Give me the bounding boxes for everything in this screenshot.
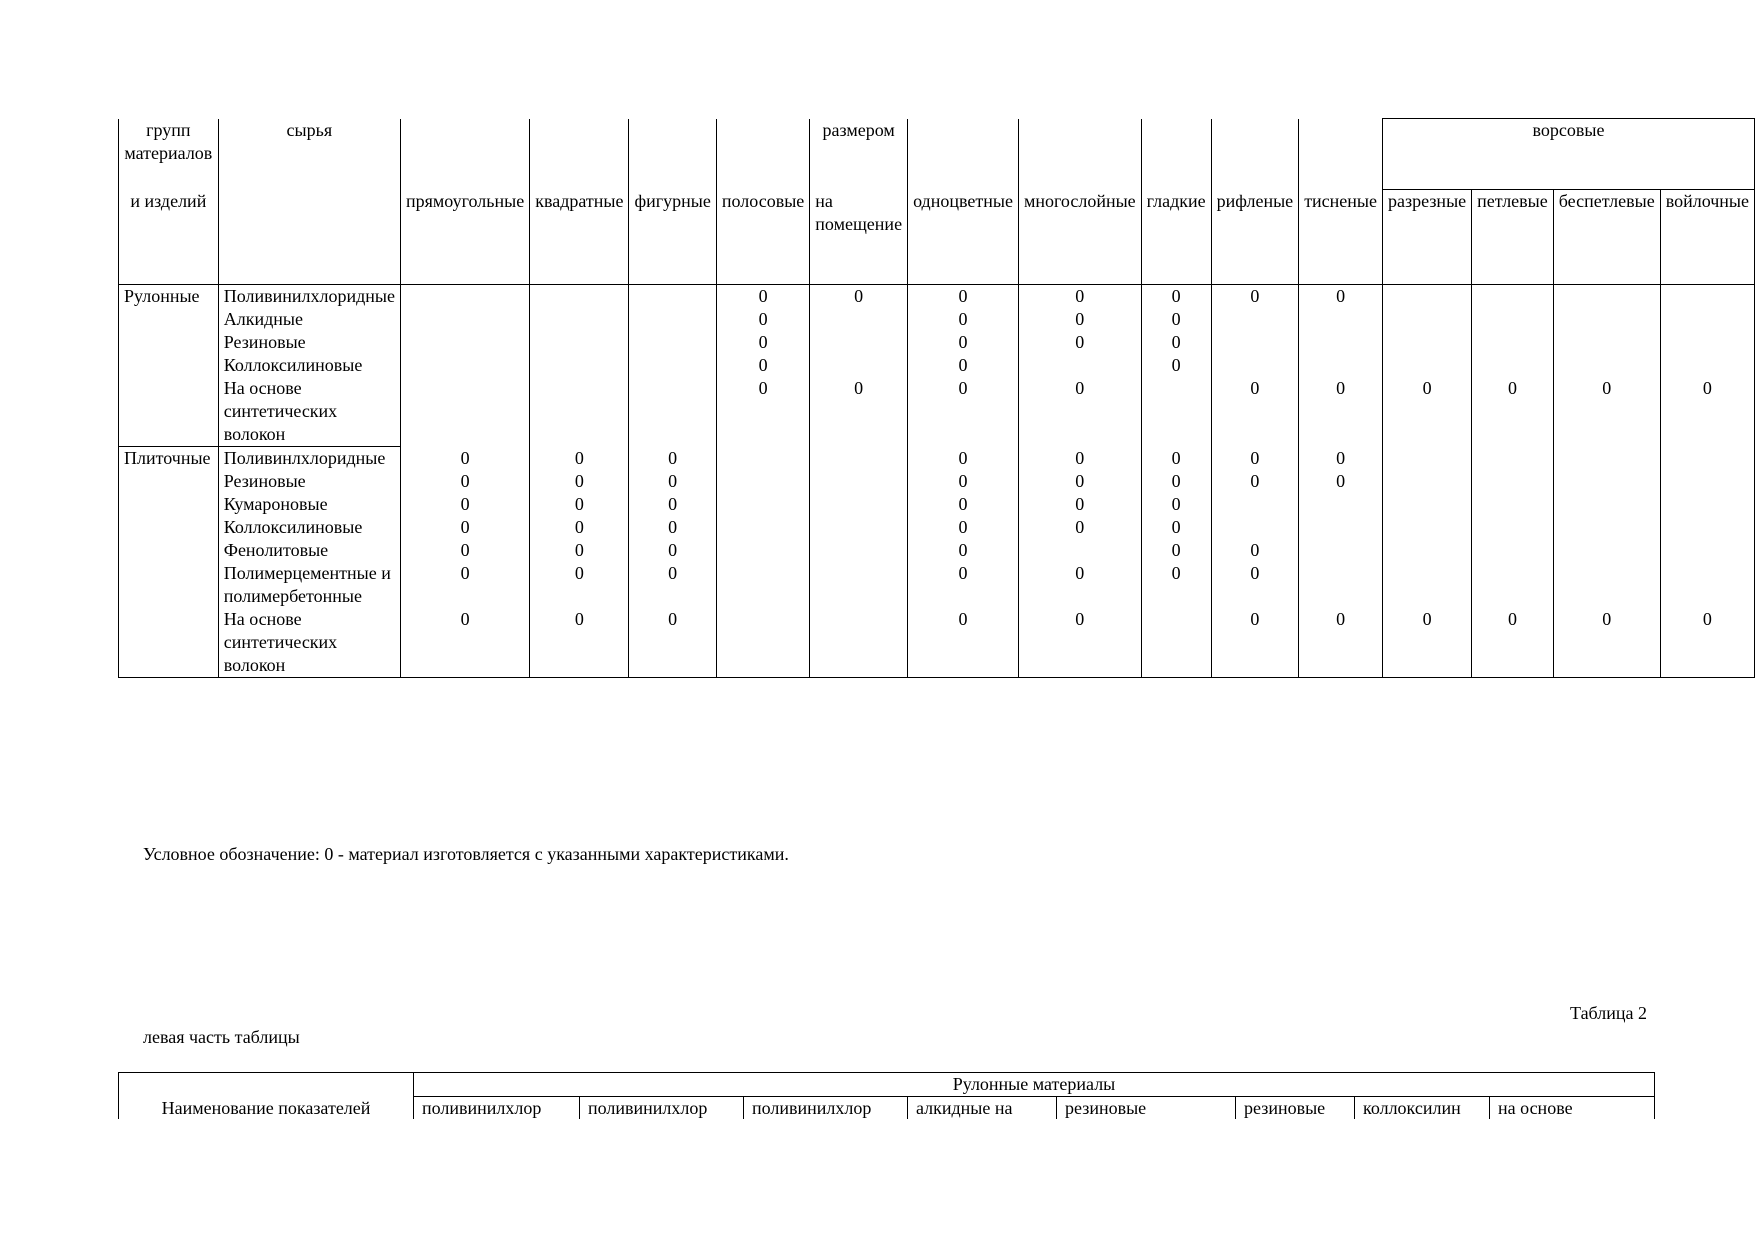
table-cell: 0 (1299, 608, 1383, 678)
table-cell: 0 (1553, 377, 1660, 447)
table-cell (1211, 308, 1299, 331)
table-cell (1299, 308, 1383, 331)
table-cell (810, 354, 908, 377)
table-row (119, 562, 1755, 608)
table-cell (1660, 470, 1754, 493)
table-cell (716, 516, 809, 539)
table-cell: 0 (1211, 447, 1299, 471)
table-cell (1383, 562, 1472, 608)
table-cell: 0 (1383, 377, 1472, 447)
table-cell: 0 (530, 447, 629, 471)
table-cell (1553, 447, 1660, 471)
table-cell (1383, 493, 1472, 516)
table-cell: 0 (908, 447, 1019, 471)
table-cell (810, 331, 908, 354)
header-pile: ворсовые (1383, 119, 1755, 190)
table-cell (1383, 516, 1472, 539)
table-row (119, 470, 1755, 493)
table-cell (400, 331, 529, 354)
table-cell: 0 (400, 539, 529, 562)
column-header: войлочные (1660, 190, 1754, 285)
table-cell (1383, 285, 1472, 309)
table-cell (1660, 308, 1754, 331)
table-row (119, 608, 1755, 678)
table-cell: 0 (810, 285, 908, 309)
table-cell: 0 (716, 377, 809, 447)
table-cell (530, 377, 629, 447)
table2-subheader: поливинилхлор (580, 1097, 744, 1120)
table-cell (629, 285, 716, 309)
table-cell: 0 (908, 516, 1019, 539)
table-cell: 0 (1660, 377, 1754, 447)
group-name: Плиточные (119, 447, 219, 678)
table-cell (1660, 493, 1754, 516)
table-cell: 0 (400, 608, 529, 678)
table-cell (1018, 354, 1141, 377)
table2-subheader: коллоксилин (1355, 1097, 1490, 1120)
table-cell (716, 608, 809, 678)
table2-subheader: на основе (1490, 1097, 1655, 1120)
table-cell (1383, 308, 1472, 331)
table-cell: 0 (908, 377, 1019, 447)
header-group: групп материалов (119, 119, 219, 190)
table-cell (1299, 539, 1383, 562)
table2-part-caption: левая часть таблицы (143, 1027, 300, 1047)
table-cell (1660, 285, 1754, 309)
table-row (119, 331, 1755, 354)
table-cell: 0 (530, 539, 629, 562)
table-cell: 0 (629, 516, 716, 539)
material-label: Резиновые (218, 470, 400, 493)
table2-subheader: резиновые (1057, 1097, 1236, 1120)
table-cell (1660, 354, 1754, 377)
table-cell: 0 (716, 285, 809, 309)
column-header: тисненые (1299, 190, 1383, 285)
material-label: Полимерцементные и полимербетонные (218, 562, 400, 608)
table-cell (810, 470, 908, 493)
column-header: петлевые (1472, 190, 1554, 285)
table-cell: 0 (530, 608, 629, 678)
table-cell (1299, 493, 1383, 516)
table-cell: 0 (1299, 285, 1383, 309)
table-cell (1472, 516, 1554, 539)
table-cell: 0 (908, 493, 1019, 516)
table-cell (1660, 516, 1754, 539)
table-cell (1299, 516, 1383, 539)
table-cell: 0 (629, 608, 716, 678)
table-cell (1211, 354, 1299, 377)
table-cell: 0 (1141, 516, 1211, 539)
table-cell: 0 (629, 493, 716, 516)
table-cell: 0 (400, 493, 529, 516)
table-row (119, 285, 1755, 309)
table-cell (400, 308, 529, 331)
table-cell (1472, 308, 1554, 331)
header-size: размером (810, 119, 908, 190)
material-label: На основе синтетических волокон (218, 608, 400, 678)
table-cell (1553, 539, 1660, 562)
table-cell: 0 (1018, 493, 1141, 516)
table-cell (400, 377, 529, 447)
table-cell (1660, 562, 1754, 608)
table-row (119, 377, 1755, 447)
column-header: прямоугольные (400, 190, 529, 285)
table-cell: 0 (530, 562, 629, 608)
material-label: Коллоксилиновые (218, 354, 400, 377)
table-row (119, 539, 1755, 562)
table-cell (1141, 377, 1211, 447)
column-header: фигурные (629, 190, 716, 285)
column-header: квадратные (530, 190, 629, 285)
header-raw: сырья (218, 119, 400, 190)
table-cell: 0 (1141, 354, 1211, 377)
table-cell (1383, 447, 1472, 471)
table-cell: 0 (1141, 470, 1211, 493)
table-cell: 0 (1472, 377, 1554, 447)
column-header: рифленые (1211, 190, 1299, 285)
table-cell (1211, 331, 1299, 354)
table-cell: 0 (1141, 308, 1211, 331)
table-cell: 0 (530, 516, 629, 539)
table-cell: 0 (1383, 608, 1472, 678)
table-cell (530, 331, 629, 354)
table-cell: 0 (1018, 516, 1141, 539)
table-cell: 0 (629, 539, 716, 562)
table2-subheader: поливинилхлор (744, 1097, 908, 1120)
group-name: Рулонные (119, 285, 219, 447)
table-cell (810, 493, 908, 516)
table-cell (1472, 562, 1554, 608)
table-cell (400, 354, 529, 377)
column-header: одноцветные (908, 190, 1019, 285)
table-cell: 0 (810, 377, 908, 447)
material-label: Кумароновые (218, 493, 400, 516)
table-cell (1660, 447, 1754, 471)
table-cell (810, 539, 908, 562)
table-cell (1383, 354, 1472, 377)
table-cell: 0 (1299, 470, 1383, 493)
table-cell: 0 (629, 562, 716, 608)
table-cell: 0 (1018, 285, 1141, 309)
table-row (119, 516, 1755, 539)
table-cell: 0 (908, 331, 1019, 354)
table-cell: 0 (400, 447, 529, 471)
table-cell: 0 (716, 308, 809, 331)
table-cell: 0 (530, 470, 629, 493)
table-cell (1553, 354, 1660, 377)
table-row (119, 354, 1755, 377)
table-cell (1383, 539, 1472, 562)
table-cell (716, 470, 809, 493)
table-cell (1553, 285, 1660, 309)
table-cell (1553, 331, 1660, 354)
material-label: На основе синтетических волокон (218, 377, 400, 447)
table-cell: 0 (1141, 285, 1211, 309)
material-label: Коллоксилиновые (218, 516, 400, 539)
table-cell: 0 (1299, 447, 1383, 471)
table-cell: 0 (400, 516, 529, 539)
table-cell (530, 308, 629, 331)
table-cell (810, 447, 908, 471)
table2-group-header: Рулонные материалы (414, 1073, 1655, 1097)
table-cell (1553, 308, 1660, 331)
table-cell: 0 (1211, 562, 1299, 608)
table2-subheader: резиновые (1236, 1097, 1355, 1120)
column-header: на помещение (810, 190, 908, 285)
table-cell (1553, 493, 1660, 516)
table-cell (1299, 331, 1383, 354)
table-cell: 0 (908, 308, 1019, 331)
table2-subheader: поливинилхлор (414, 1097, 580, 1120)
table-cell (1472, 470, 1554, 493)
table-cell (716, 562, 809, 608)
table2-name-header: Наименование показателей (119, 1073, 414, 1120)
table-cell (810, 562, 908, 608)
table-cell: 0 (1141, 562, 1211, 608)
table-cell (1141, 608, 1211, 678)
table-cell (1660, 539, 1754, 562)
table-cell (1472, 539, 1554, 562)
materials-table (118, 118, 1755, 678)
table-cell (1211, 493, 1299, 516)
table-cell (1472, 493, 1554, 516)
table-cell (810, 516, 908, 539)
column-header: гладкие (1141, 190, 1211, 285)
table-row (119, 447, 1755, 471)
material-label: Поливинлхлоридные (218, 447, 400, 471)
table-cell: 0 (716, 354, 809, 377)
table-cell: 0 (1299, 377, 1383, 447)
table-cell: 0 (400, 470, 529, 493)
table-cell: 0 (1141, 447, 1211, 471)
table-cell (1472, 285, 1554, 309)
table-cell: 0 (629, 447, 716, 471)
material-label: Алкидные (218, 308, 400, 331)
table-cell: 0 (1211, 608, 1299, 678)
table-cell: 0 (1660, 608, 1754, 678)
legend-note: Условное обозначение: 0 - материал изготовляется с указанными характеристиками. (143, 844, 789, 864)
table-cell (1660, 331, 1754, 354)
table-cell: 0 (1141, 331, 1211, 354)
column-header: полосовые (716, 190, 809, 285)
table2-subheader: алкидные на (908, 1097, 1057, 1120)
table-cell: 0 (1018, 308, 1141, 331)
table-cell (716, 493, 809, 516)
column-header: разрезные (1383, 190, 1472, 285)
table-cell (1299, 354, 1383, 377)
table-cell: 0 (1018, 447, 1141, 471)
column-header: беспетлевые (1553, 190, 1660, 285)
table-cell (1472, 331, 1554, 354)
table-cell: 0 (908, 539, 1019, 562)
table-cell (1553, 470, 1660, 493)
table-cell (1018, 539, 1141, 562)
table-cell: 0 (1018, 377, 1141, 447)
table-cell (1553, 562, 1660, 608)
table-cell (1383, 331, 1472, 354)
table-cell (716, 539, 809, 562)
table-cell (1553, 516, 1660, 539)
table-cell: 0 (908, 354, 1019, 377)
table-cell (716, 447, 809, 471)
material-label: Фенолитовые (218, 539, 400, 562)
table2-label: Таблица 2 (1570, 1003, 1647, 1023)
material-label: Поливинилхлоридные (218, 285, 400, 309)
table-cell: 0 (1141, 493, 1211, 516)
table-cell: 0 (1018, 608, 1141, 678)
table-cell: 0 (1211, 470, 1299, 493)
table-cell (1383, 470, 1472, 493)
table-cell (1299, 562, 1383, 608)
table-cell: 0 (1553, 608, 1660, 678)
table-cell: 0 (530, 493, 629, 516)
table-row (119, 308, 1755, 331)
table-cell (530, 354, 629, 377)
table-cell: 0 (1018, 562, 1141, 608)
table-cell: 0 (629, 470, 716, 493)
column-header: многослойные (1018, 190, 1141, 285)
table-cell: 0 (1472, 608, 1554, 678)
table-cell (629, 354, 716, 377)
table-cell: 0 (400, 562, 529, 608)
table-cell (1211, 516, 1299, 539)
table-cell: 0 (716, 331, 809, 354)
table-cell (1472, 447, 1554, 471)
table-cell: 0 (908, 608, 1019, 678)
table-cell: 0 (1211, 539, 1299, 562)
table-cell: 0 (1018, 470, 1141, 493)
table-cell: 0 (1211, 285, 1299, 309)
table-cell: 0 (1141, 539, 1211, 562)
material-label: Резиновые (218, 331, 400, 354)
table2 (118, 1072, 1655, 1119)
table-cell (629, 331, 716, 354)
table-row (119, 493, 1755, 516)
table-cell: 0 (908, 470, 1019, 493)
table-cell: 0 (1018, 331, 1141, 354)
table-cell: 0 (908, 562, 1019, 608)
table-cell (629, 308, 716, 331)
table-cell (810, 608, 908, 678)
table-cell (530, 285, 629, 309)
table-cell: 0 (908, 285, 1019, 309)
table-cell: 0 (1211, 377, 1299, 447)
header-group-cont: и изделий (119, 190, 219, 285)
table-cell (400, 285, 529, 309)
table-cell (810, 308, 908, 331)
table-cell (1472, 354, 1554, 377)
table-cell (629, 377, 716, 447)
